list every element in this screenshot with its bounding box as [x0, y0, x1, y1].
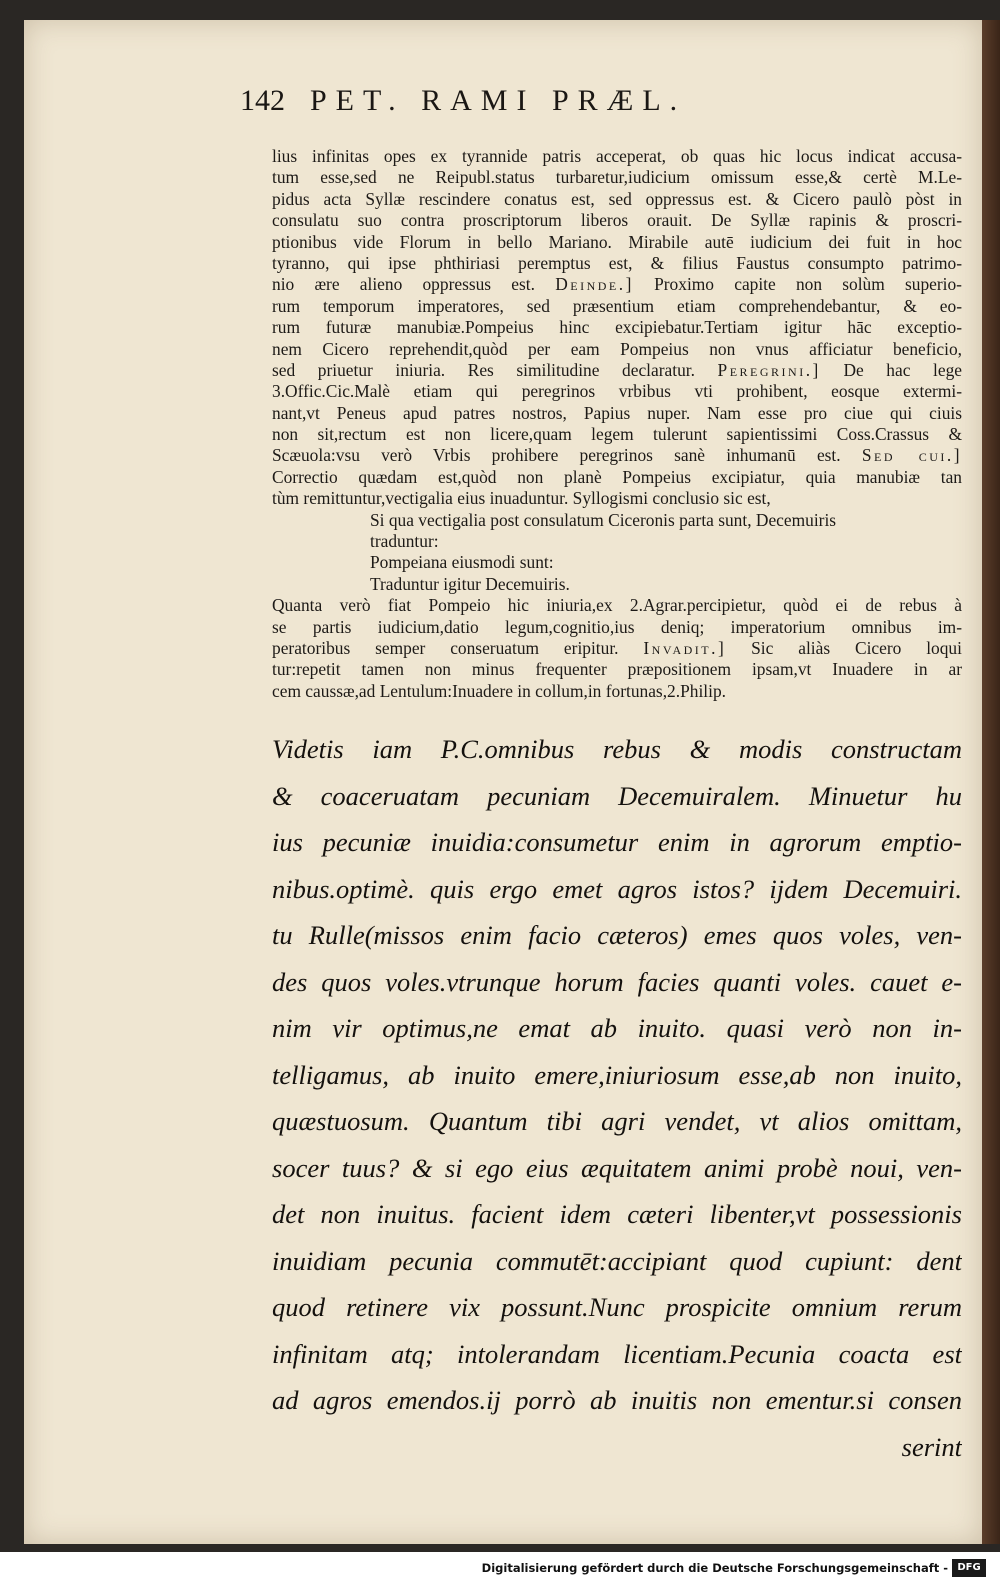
- commentary-text: 3.Offic.Cic.Malè etiam qui peregrinos vrbibus vti prohibent, eosque extermi-: [272, 381, 962, 402]
- commentary-line: [272, 339, 962, 360]
- commentary-text: nant,vt Peneus apud patres nostros, Papius nuper. Nam esse pro ciue qui ciuis: [272, 402, 962, 423]
- main-text-line: tu Rulle(missos enim facio cæteros) emes quos voles, ven-: [272, 920, 962, 950]
- commentary-text: Pompeiana eiusmodi sunt:: [370, 552, 554, 573]
- main-text-line: telligamus, ab inuito emere,iniuriosum esse,ab non inuito,: [272, 1059, 962, 1090]
- main-text-line: nibus.optimè. quis ergo emet agros istos? ijdem Decemuiri.: [272, 873, 962, 904]
- commentary-line: [272, 189, 962, 210]
- commentary-line: [272, 167, 962, 188]
- footer-bar: [0, 1552, 1000, 1586]
- main-text-line: quæstuosum. Quantum tibi agri vendet, vt alios omittam,: [272, 1106, 962, 1136]
- funding-notice: Digitalisierung gefördert durch die Deutsche Forschungsgemeinschaft -: [481, 1561, 948, 1575]
- commentary-text: Scæuola:vsu verò Vrbis prohibere peregrinos sanè inhumanū est.: [272, 445, 841, 466]
- commentary-line: [272, 210, 962, 231]
- main-text-line: infinitam atq; intolerandam licentiam.Pecunia coacta est: [272, 1338, 962, 1369]
- commentary-text: Traduntur igitur Decemuiris.: [370, 573, 570, 594]
- commentary-line: [272, 488, 962, 509]
- commentary-text: cem caussæ,ad Lentulum:Inuadere in collum,in fortunas,2.Philip.: [272, 680, 726, 701]
- main-text-line: inuidiam pecunia commutēt:accipiant quod cupiunt: dent: [272, 1245, 962, 1276]
- commentary-line: [272, 403, 962, 424]
- main-text-line: nim vir optimus,ne emat ab inuito. quasi verò non in-: [272, 1013, 962, 1043]
- page-header: [240, 82, 780, 130]
- running-head: PET. RAMI PRÆL.: [310, 84, 687, 117]
- main-text-line: Videtis iam P.C.omnibus rebus & modis constructam: [272, 734, 962, 764]
- commentary-line: [272, 253, 962, 274]
- main-text-block: [272, 726, 962, 1470]
- dfg-logo: DFG: [952, 1559, 986, 1577]
- commentary-line: [272, 146, 962, 167]
- commentary-text: Proximo capite non solùm superio-: [654, 274, 962, 295]
- commentary-line: [272, 445, 962, 466]
- commentary-line: [272, 317, 962, 338]
- book-spine: [982, 20, 1000, 1544]
- commentary-text: lius infinitas opes ex tyrannide patris acceperat, ob quas hic locus indicat accusa-: [272, 146, 962, 166]
- commentary-text: non sit,rectum est non licere,quam legem tulerunt sapientissimi Coss.Crassus &: [272, 424, 962, 445]
- main-text-line: ad agros emendos.ij porrò ab inuitis non ementur.si consen: [272, 1385, 962, 1415]
- commentary-line: [272, 552, 962, 573]
- commentary-line: [272, 531, 962, 552]
- commentary-text: tur:repetit tamen non minus frequenter præpositionem ipsam,vt Inuadere in ar: [272, 659, 962, 680]
- commentary-line: [272, 381, 962, 402]
- commentary-text: rum temporum imperatores, sed præsentium etiam comprehendebantur, & eo-: [272, 295, 962, 316]
- folio-number: 142: [240, 84, 285, 117]
- main-text-line: socer tuus? & si ego eius æquitatem animi probè noui, ven-: [272, 1152, 962, 1183]
- commentary-text: peratoribus semper conseruatum eripitur.: [272, 637, 619, 658]
- commentary-line: [272, 574, 962, 595]
- commentary-text: rum futuræ manubiæ.Pompeius hinc excipiebatur.Tertiam igitur hāc exceptio-: [272, 317, 962, 338]
- commentary-text: Si qua vectigalia post consulatum Ciceronis parta sunt, Decemuiris: [370, 509, 837, 530]
- commentary-text: tum esse,sed ne Reipubl.status turbaretur,iudicium omissum esse,& certè M.Le-: [272, 167, 962, 188]
- main-text-line: & coaceruatam pecuniam Decemuiralem. Minuetur hu: [272, 780, 962, 811]
- lemma-marker: Peregrini.]: [717, 359, 821, 380]
- commentary-text: sed priuetur iniuria. Res similitudine declaratur.: [272, 359, 695, 380]
- commentary-text: Correctio quædam est,quòd non planè Pompeius excipiatur, quia manubiæ tan: [272, 466, 962, 487]
- commentary-line: [272, 659, 962, 680]
- commentary-line: [272, 274, 962, 295]
- lemma-marker: Deinde.]: [555, 274, 634, 295]
- main-text-line: quod retinere vix possunt.Nunc prospicite omnium rerum: [272, 1292, 962, 1322]
- lemma-marker: Sed cui.]: [861, 445, 962, 466]
- commentary-text: ptionibus vide Florum in bello Mariano. Mirabile autē iudicium dei fuit in hoc: [272, 231, 962, 252]
- commentary-line: [272, 296, 962, 317]
- commentary-text: tùm remittuntur,vectigalia eius inuaduntur. Syllogismi conclusio sic est,: [272, 488, 771, 509]
- commentary-text: traduntur:: [370, 531, 439, 552]
- commentary-line: [272, 510, 962, 531]
- commentary-block: [272, 146, 962, 702]
- lemma-marker: Invadit.]: [643, 637, 727, 658]
- commentary-line: [272, 424, 962, 445]
- main-text-line: ius pecuniæ inuidia:consumetur enim in agrorum emptio-: [272, 827, 962, 857]
- main-text-line: des quos voles.vtrunque horum facies quanti voles. cauet e-: [272, 966, 962, 997]
- commentary-text: nem Cicero reprehendit,quòd per eam Pompeius non vnus afficiatur beneficio,: [272, 338, 962, 359]
- main-text-line: serint: [901, 1431, 962, 1462]
- commentary-text: De hac lege: [843, 359, 962, 380]
- commentary-text: se partis iudicium,datio legum,cognitio,ius deniq; imperatorium omnibus im-: [272, 616, 962, 637]
- commentary-text: pidus acta Syllæ rescindere conatus est, sed oppressus est. & Cicero paulò pòst in: [272, 188, 962, 209]
- commentary-line: [272, 595, 962, 616]
- commentary-text: tyranno, qui ipse phthiriasi peremptus est, & filius Faustus consumpto patrimo-: [272, 252, 962, 273]
- commentary-text: nio ære alieno oppressus est.: [272, 274, 535, 295]
- commentary-line: [272, 638, 962, 659]
- main-text-line: det non inuitus. facient idem cæteri libenter,vt possessionis: [272, 1199, 962, 1229]
- commentary-text: Quanta verò fiat Pompeio hic iniuria,ex 2.Agrar.percipietur, quòd ei de rebus à: [272, 595, 962, 616]
- commentary-line: [272, 232, 962, 253]
- commentary-line: [272, 467, 962, 488]
- commentary-text: Sic aliàs Cicero loqui: [751, 637, 962, 658]
- commentary-line: [272, 360, 962, 381]
- commentary-text: consulatu suo contra proscriptorum liberos orauit. De Syllæ rapinis & proscri-: [272, 210, 962, 231]
- commentary-line: [272, 681, 962, 702]
- commentary-line: [272, 617, 962, 638]
